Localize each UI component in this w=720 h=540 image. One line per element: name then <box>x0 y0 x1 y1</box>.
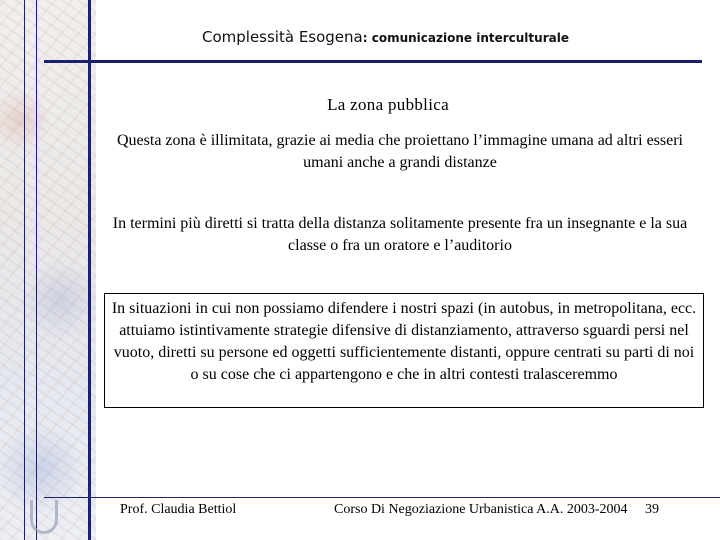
title-main: Complessità Esogena <box>202 28 363 46</box>
decorative-line <box>36 0 37 540</box>
section-heading: La zona pubblica <box>327 95 449 114</box>
decorative-line <box>88 0 91 540</box>
boxed-paragraph: In situazioni in cui non possiamo difendere i nostri spazi (in autobus, in metropolitana, ecc. attuiamo istintivamente strategie difensive di distanziamento, attraverso sguardi persi nel vuoto, diretti su persone ed oggetti sufficientemente distanti, oppure centrati su parti di noi o su cose che ci appartengono e che in altri contesti tralasceremmo <box>104 293 704 408</box>
decorative-map-strip <box>0 0 96 540</box>
title-subtitle: : comunicazione interculturale <box>362 31 569 45</box>
paragraph-1: Questa zona è illimitata, grazie ai media che proiettano l’immagine umana ad altri esseri umani anche a grandi distanze <box>117 132 683 171</box>
page-number: 39 <box>645 502 659 517</box>
decorative-line <box>24 0 25 540</box>
footer-divider <box>44 497 720 498</box>
university-logo <box>30 500 58 534</box>
paragraph-2: In termini più diretti si tratta della distanza solitamente presente fra un insegnante e la sua classe o fra un oratore e l’auditorio <box>112 215 688 254</box>
slide-title <box>202 28 569 46</box>
footer-author: Prof. Claudia Bettiol <box>120 502 237 517</box>
footer-course: Corso Di Negoziazione Urbanistica A.A. 2003-2004 <box>334 502 628 517</box>
